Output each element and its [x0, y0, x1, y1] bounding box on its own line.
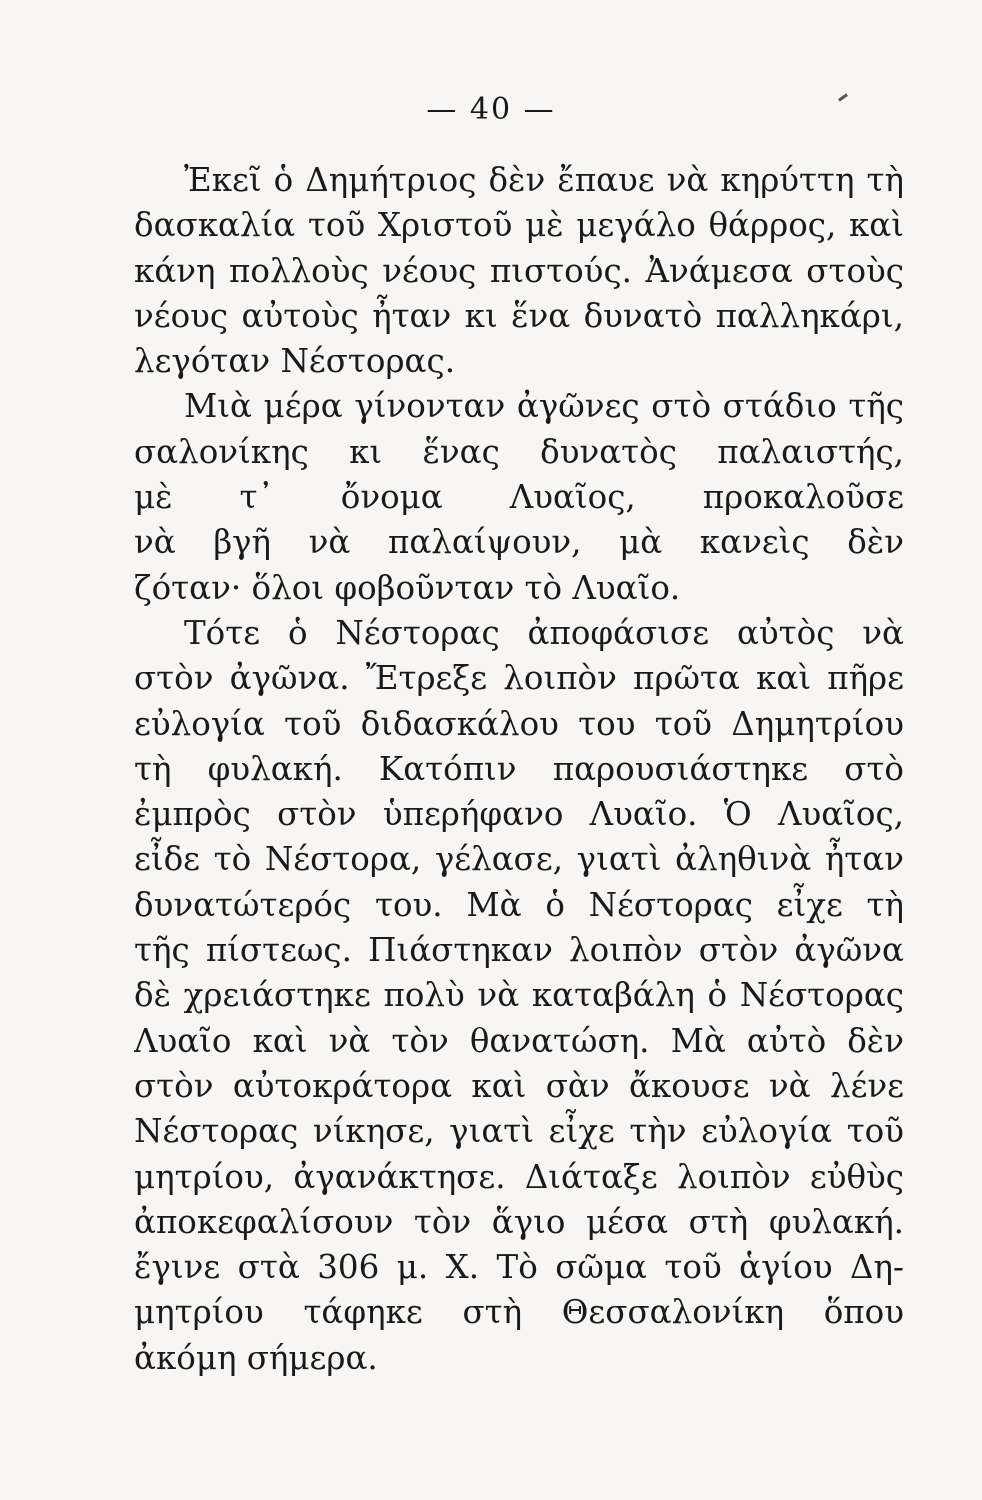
text-line: ἔγινε στὰ 306 μ. Χ. Τὸ σῶμα τοῦ ἁγίου Δη-: [134, 1248, 904, 1287]
text-line: στὸν αὐτοκράτορα καὶ σὰν ἄκουσε νὰ λένε: [134, 1066, 904, 1105]
text-line: Τότε ὁ Νέστορας ἀποφάσισε αὐτὸς νὰ: [184, 613, 904, 652]
text-line: εἶδε τὸ Νέστορα, γέλασε, γιατὶ ἀληθινὰ ἦταν: [134, 840, 904, 879]
text-line: δυνατώτερός του. Μὰ ὁ Νέστορας εἶχε τὴ: [134, 885, 904, 924]
text-line: ἀκόμη σήμερα.: [134, 1338, 378, 1377]
text-line: Νέστορας νίκησε, γιατὶ εἶχε τὴν εὐλογία τοῦ: [134, 1112, 904, 1151]
text-line: Λυαῖο καὶ νὰ τὸν θανατώση. Μὰ αὐτὸ δὲν: [134, 1021, 904, 1060]
text-line: ἀποκεφαλίσουν τὸν ἅγιο μέσα στὴ φυλακή.: [134, 1202, 904, 1241]
body-text: [134, 158, 904, 1381]
text-line: νὰ βγῆ νὰ παλαίψουν, μὰ κανεὶς δὲν: [134, 523, 904, 562]
text-line: μητρίου τάφηκε στὴ Θεσσαλονίκη ὅπου: [134, 1293, 904, 1332]
text-line: κάνη πολλοὺς νέους πιστούς. Ἀνάμεσα στοὺς: [134, 251, 904, 290]
page-number: — 40 —: [426, 92, 556, 127]
text-line: τὴ φυλακή. Κατόπιν παρουσιάστηκε στὸ: [134, 749, 904, 788]
text-line: ἐμπρὸς στὸν ὑπερήφανο Λυαῖο. Ὁ Λυαῖος,: [134, 795, 904, 834]
text-line: δασκαλία τοῦ Χριστοῦ μὲ μεγάλο θάρρος, καὶ: [134, 206, 904, 245]
text-line: ζόταν· ὅλοι φοβοῦνταν τὸ Λυαῖο.: [134, 568, 681, 607]
text-line: μητρίου, ἀγανάκτησε. Διάταξε λοιπὸν εὐθὺς: [134, 1157, 904, 1196]
text-line: τῆς πίστεως. Πιάστηκαν λοιπὸν στὸν ἀγῶνα: [134, 931, 904, 970]
text-line: νέους αὐτοὺς ἦταν κι ἕνα δυνατὸ παλληκάρι,: [134, 296, 904, 335]
text-line: λεγόταν Νέστορας.: [134, 342, 456, 381]
text-line: σαλονίκης κι ἕνας δυνατὸς παλαιστής,: [134, 432, 904, 471]
text-line: μὲ τ᾽ ὄνομα Λυαῖος, προκαλοῦσε: [134, 478, 904, 517]
text-line: στὸν ἀγῶνα. Ἔτρεξε λοιπὸν πρῶτα καὶ πῆρε: [134, 659, 904, 698]
text-line: Ἐκεῖ ὁ Δημήτριος δὲν ἔπαυε νὰ κηρύττη τὴ: [184, 161, 904, 199]
text-line: δὲ χρειάστηκε πολὺ νὰ καταβάλη ὁ Νέστορας: [134, 976, 904, 1015]
text-line: Μιὰ μέρα γίνονταν ἀγῶνες στὸ στάδιο τῆς: [184, 387, 904, 426]
paragraph: [134, 158, 904, 384]
text-line: εὐλογία τοῦ διδασκάλου του τοῦ Δημητρίου: [134, 704, 904, 743]
paragraph: [134, 611, 904, 1381]
paragraph: [134, 384, 904, 610]
